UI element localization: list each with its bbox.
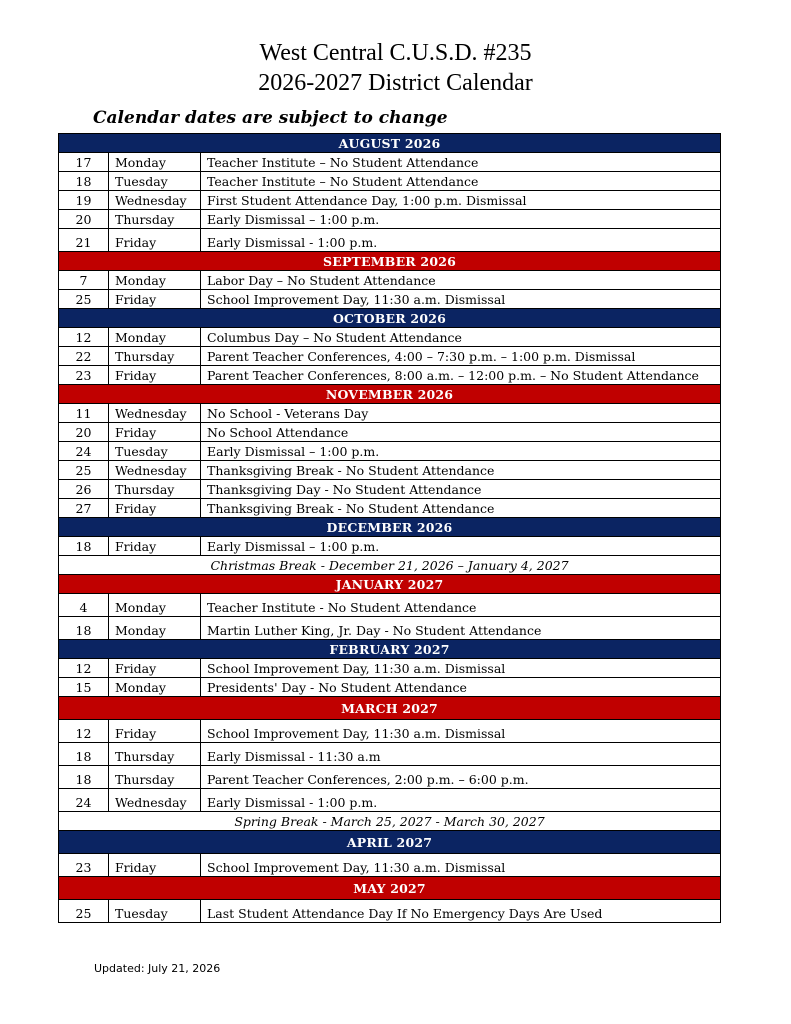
month-header xyxy=(59,697,721,720)
event-description: Parent Teacher Conferences, 2:00 p.m. – 6:00 p.m. xyxy=(201,766,721,789)
month-name: SEPTEMBER 2026 xyxy=(59,252,721,271)
event-description: Martin Luther King, Jr. Day - No Student Attendance xyxy=(201,617,721,640)
event-description: Thanksgiving Break - No Student Attendance xyxy=(201,461,721,480)
event-weekday: Monday xyxy=(109,617,201,640)
event-row xyxy=(59,537,721,556)
event-description: Early Dismissal – 1:00 p.m. xyxy=(201,442,721,461)
event-description: School Improvement Day, 11:30 a.m. Dismissal xyxy=(201,854,721,877)
event-weekday: Thursday xyxy=(109,210,201,229)
event-description: No School - Veterans Day xyxy=(201,404,721,423)
event-weekday: Thursday xyxy=(109,480,201,499)
event-day: 12 xyxy=(59,720,109,743)
event-description: Early Dismissal - 1:00 p.m. xyxy=(201,229,721,252)
event-weekday: Tuesday xyxy=(109,442,201,461)
event-day: 18 xyxy=(59,766,109,789)
event-weekday: Thursday xyxy=(109,347,201,366)
event-row xyxy=(59,442,721,461)
month-name: DECEMBER 2026 xyxy=(59,518,721,537)
event-weekday: Tuesday xyxy=(109,900,201,923)
event-row xyxy=(59,789,721,812)
event-weekday: Monday xyxy=(109,271,201,290)
event-description: Presidents' Day - No Student Attendance xyxy=(201,678,721,697)
event-weekday: Friday xyxy=(109,366,201,385)
event-row xyxy=(59,347,721,366)
event-row xyxy=(59,743,721,766)
month-name: JANUARY 2027 xyxy=(59,575,721,594)
event-row xyxy=(59,366,721,385)
break-note-row xyxy=(59,556,721,575)
event-weekday: Wednesday xyxy=(109,461,201,480)
month-header xyxy=(59,134,721,153)
event-weekday: Tuesday xyxy=(109,172,201,191)
month-name: FEBRUARY 2027 xyxy=(59,640,721,659)
event-day: 12 xyxy=(59,328,109,347)
event-day: 23 xyxy=(59,366,109,385)
event-row xyxy=(59,423,721,442)
event-description: Teacher Institute – No Student Attendance xyxy=(201,172,721,191)
event-row xyxy=(59,900,721,923)
event-day: 18 xyxy=(59,617,109,640)
event-day: 18 xyxy=(59,172,109,191)
month-name: MARCH 2027 xyxy=(59,697,721,720)
event-description: Labor Day – No Student Attendance xyxy=(201,271,721,290)
event-day: 24 xyxy=(59,789,109,812)
event-day: 20 xyxy=(59,210,109,229)
event-description: School Improvement Day, 11:30 a.m. Dismissal xyxy=(201,720,721,743)
event-row xyxy=(59,617,721,640)
month-header xyxy=(59,252,721,271)
calendar-title: 2026-2027 District Calendar xyxy=(258,70,533,96)
event-description: Early Dismissal - 11:30 a.m xyxy=(201,743,721,766)
event-day: 12 xyxy=(59,659,109,678)
event-row xyxy=(59,766,721,789)
event-day: 24 xyxy=(59,442,109,461)
event-row xyxy=(59,461,721,480)
event-description: School Improvement Day, 11:30 a.m. Dismissal xyxy=(201,290,721,309)
break-note: Spring Break - March 25, 2027 - March 30, 2027 xyxy=(59,812,721,831)
event-weekday: Monday xyxy=(109,594,201,617)
month-header xyxy=(59,640,721,659)
event-description: Last Student Attendance Day If No Emergency Days Are Used xyxy=(201,900,721,923)
event-row xyxy=(59,153,721,172)
event-description: Teacher Institute – No Student Attendance xyxy=(201,153,721,172)
event-weekday: Monday xyxy=(109,328,201,347)
event-row xyxy=(59,659,721,678)
event-description: Early Dismissal – 1:00 p.m. xyxy=(201,210,721,229)
event-weekday: Friday xyxy=(109,659,201,678)
event-description: Columbus Day – No Student Attendance xyxy=(201,328,721,347)
event-weekday: Friday xyxy=(109,229,201,252)
event-weekday: Friday xyxy=(109,720,201,743)
event-weekday: Thursday xyxy=(109,766,201,789)
event-day: 11 xyxy=(59,404,109,423)
event-weekday: Thursday xyxy=(109,743,201,766)
event-day: 22 xyxy=(59,347,109,366)
break-note: Christmas Break - December 21, 2026 – January 4, 2027 xyxy=(59,556,721,575)
event-day: 7 xyxy=(59,271,109,290)
event-row xyxy=(59,854,721,877)
calendar-table xyxy=(58,133,721,923)
event-weekday: Wednesday xyxy=(109,404,201,423)
event-description: Early Dismissal – 1:00 p.m. xyxy=(201,537,721,556)
event-weekday: Friday xyxy=(109,537,201,556)
event-weekday: Wednesday xyxy=(109,191,201,210)
event-row xyxy=(59,290,721,309)
event-day: 15 xyxy=(59,678,109,697)
break-note-row xyxy=(59,812,721,831)
event-row xyxy=(59,720,721,743)
event-row xyxy=(59,594,721,617)
event-description: Early Dismissal - 1:00 p.m. xyxy=(201,789,721,812)
event-row xyxy=(59,404,721,423)
event-description: Parent Teacher Conferences, 8:00 a.m. – 12:00 p.m. – No Student Attendance xyxy=(201,366,721,385)
event-row xyxy=(59,678,721,697)
event-day: 27 xyxy=(59,499,109,518)
month-header xyxy=(59,309,721,328)
month-name: AUGUST 2026 xyxy=(59,134,721,153)
event-description: Teacher Institute - No Student Attendance xyxy=(201,594,721,617)
event-row xyxy=(59,210,721,229)
month-header xyxy=(59,385,721,404)
event-day: 25 xyxy=(59,290,109,309)
event-day: 19 xyxy=(59,191,109,210)
month-name: OCTOBER 2026 xyxy=(59,309,721,328)
event-row xyxy=(59,480,721,499)
event-day: 20 xyxy=(59,423,109,442)
event-day: 18 xyxy=(59,537,109,556)
event-description: Thanksgiving Break - No Student Attendance xyxy=(201,499,721,518)
event-row xyxy=(59,191,721,210)
event-day: 25 xyxy=(59,461,109,480)
disclaimer-subtitle: Calendar dates are subject to change xyxy=(93,108,448,128)
event-row xyxy=(59,271,721,290)
event-description: Thanksgiving Day - No Student Attendance xyxy=(201,480,721,499)
event-description: First Student Attendance Day, 1:00 p.m. Dismissal xyxy=(201,191,721,210)
updated-date: Updated: July 21, 2026 xyxy=(94,962,221,975)
event-day: 25 xyxy=(59,900,109,923)
event-day: 4 xyxy=(59,594,109,617)
event-weekday: Wednesday xyxy=(109,789,201,812)
event-day: 26 xyxy=(59,480,109,499)
calendar-body xyxy=(59,134,721,923)
event-weekday: Friday xyxy=(109,423,201,442)
event-day: 18 xyxy=(59,743,109,766)
month-header xyxy=(59,877,721,900)
event-weekday: Friday xyxy=(109,499,201,518)
month-name: MAY 2027 xyxy=(59,877,721,900)
month-name: APRIL 2027 xyxy=(59,831,721,854)
event-weekday: Friday xyxy=(109,290,201,309)
event-day: 21 xyxy=(59,229,109,252)
event-row xyxy=(59,172,721,191)
month-header xyxy=(59,831,721,854)
event-weekday: Friday xyxy=(109,854,201,877)
event-day: 23 xyxy=(59,854,109,877)
event-day: 17 xyxy=(59,153,109,172)
page-title: West Central C.U.S.D. #235 xyxy=(259,40,532,66)
event-weekday: Monday xyxy=(109,153,201,172)
month-header xyxy=(59,518,721,537)
month-header xyxy=(59,575,721,594)
event-weekday: Monday xyxy=(109,678,201,697)
event-description: No School Attendance xyxy=(201,423,721,442)
event-description: School Improvement Day, 11:30 a.m. Dismissal xyxy=(201,659,721,678)
event-description: Parent Teacher Conferences, 4:00 – 7:30 p.m. – 1:00 p.m. Dismissal xyxy=(201,347,721,366)
month-name: NOVEMBER 2026 xyxy=(59,385,721,404)
event-row xyxy=(59,229,721,252)
event-row xyxy=(59,499,721,518)
event-row xyxy=(59,328,721,347)
